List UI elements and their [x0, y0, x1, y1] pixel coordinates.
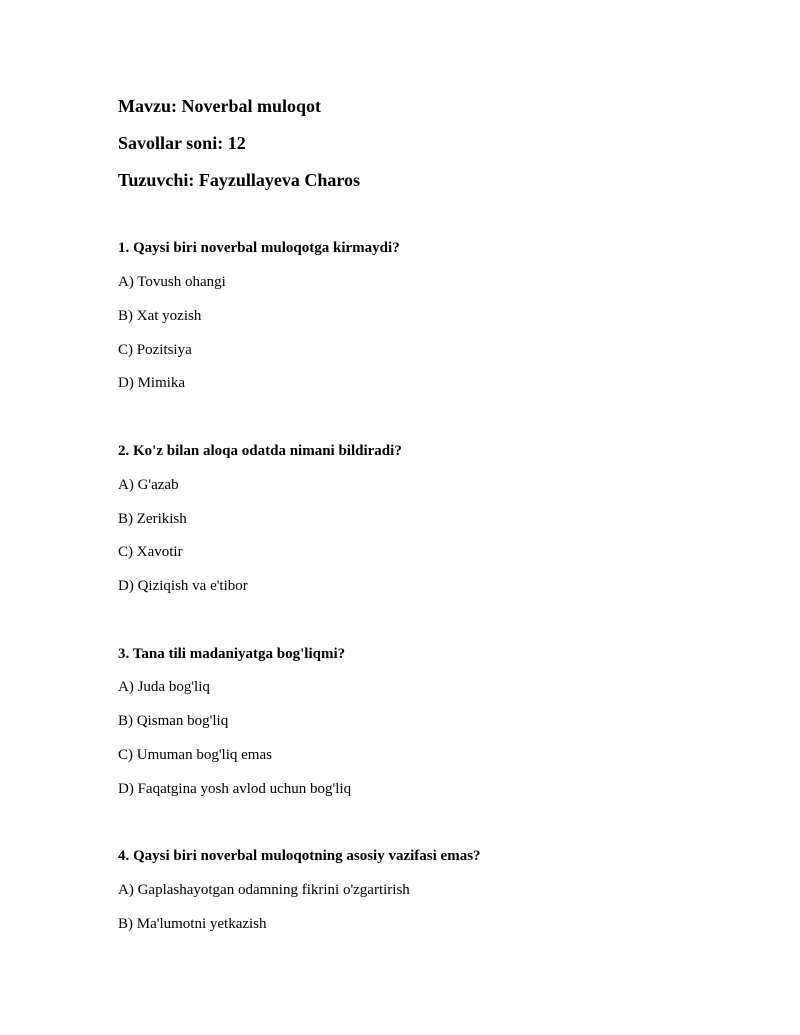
question-3-option-d: D) Faqatgina yosh avlod uchun bog'liq	[118, 781, 352, 797]
question-2-option-c: C) Xavotir	[118, 544, 183, 560]
question-1-option-b: B) Xat yozish	[118, 308, 202, 324]
question-1: 1. Qaysi biri noverbal muloqotga kirmaydi?	[118, 240, 400, 256]
question-1-option-d: D) Mimika	[118, 375, 186, 391]
question-2: 2. Ko'z bilan aloqa odatda nimani bildiradi?	[118, 443, 402, 459]
question-4: 4. Qaysi biri noverbal muloqotning asosiy vazifasi emas?	[118, 848, 481, 864]
question-1-option-c: C) Pozitsiya	[118, 342, 192, 358]
question-2-option-d: D) Qiziqish va e'tibor	[118, 578, 248, 594]
question-3: 3. Tana tili madaniyatga bog'liqmi?	[118, 646, 346, 662]
topic-heading: Mavzu: Noverbal muloqot	[118, 96, 321, 116]
question-1-option-a: A) Tovush ohangi	[118, 274, 226, 290]
question-3-option-a: A) Juda bog'liq	[118, 679, 210, 695]
question-2-option-b: B) Zerikish	[118, 511, 187, 527]
question-count-heading: Savollar soni: 12	[118, 133, 246, 153]
question-3-option-b: B) Qisman bog'liq	[118, 713, 229, 729]
question-3-option-c: C) Umuman bog'liq emas	[118, 747, 272, 763]
question-4-option-a: A) Gaplashayotgan odamning fikrini o'zgartirish	[118, 882, 410, 898]
question-2-option-a: A) G'azab	[118, 477, 179, 493]
question-4-option-b: B) Ma'lumotni yetkazish	[118, 916, 267, 932]
author-heading: Tuzuvchi: Fayzullayeva Charos	[118, 170, 361, 190]
